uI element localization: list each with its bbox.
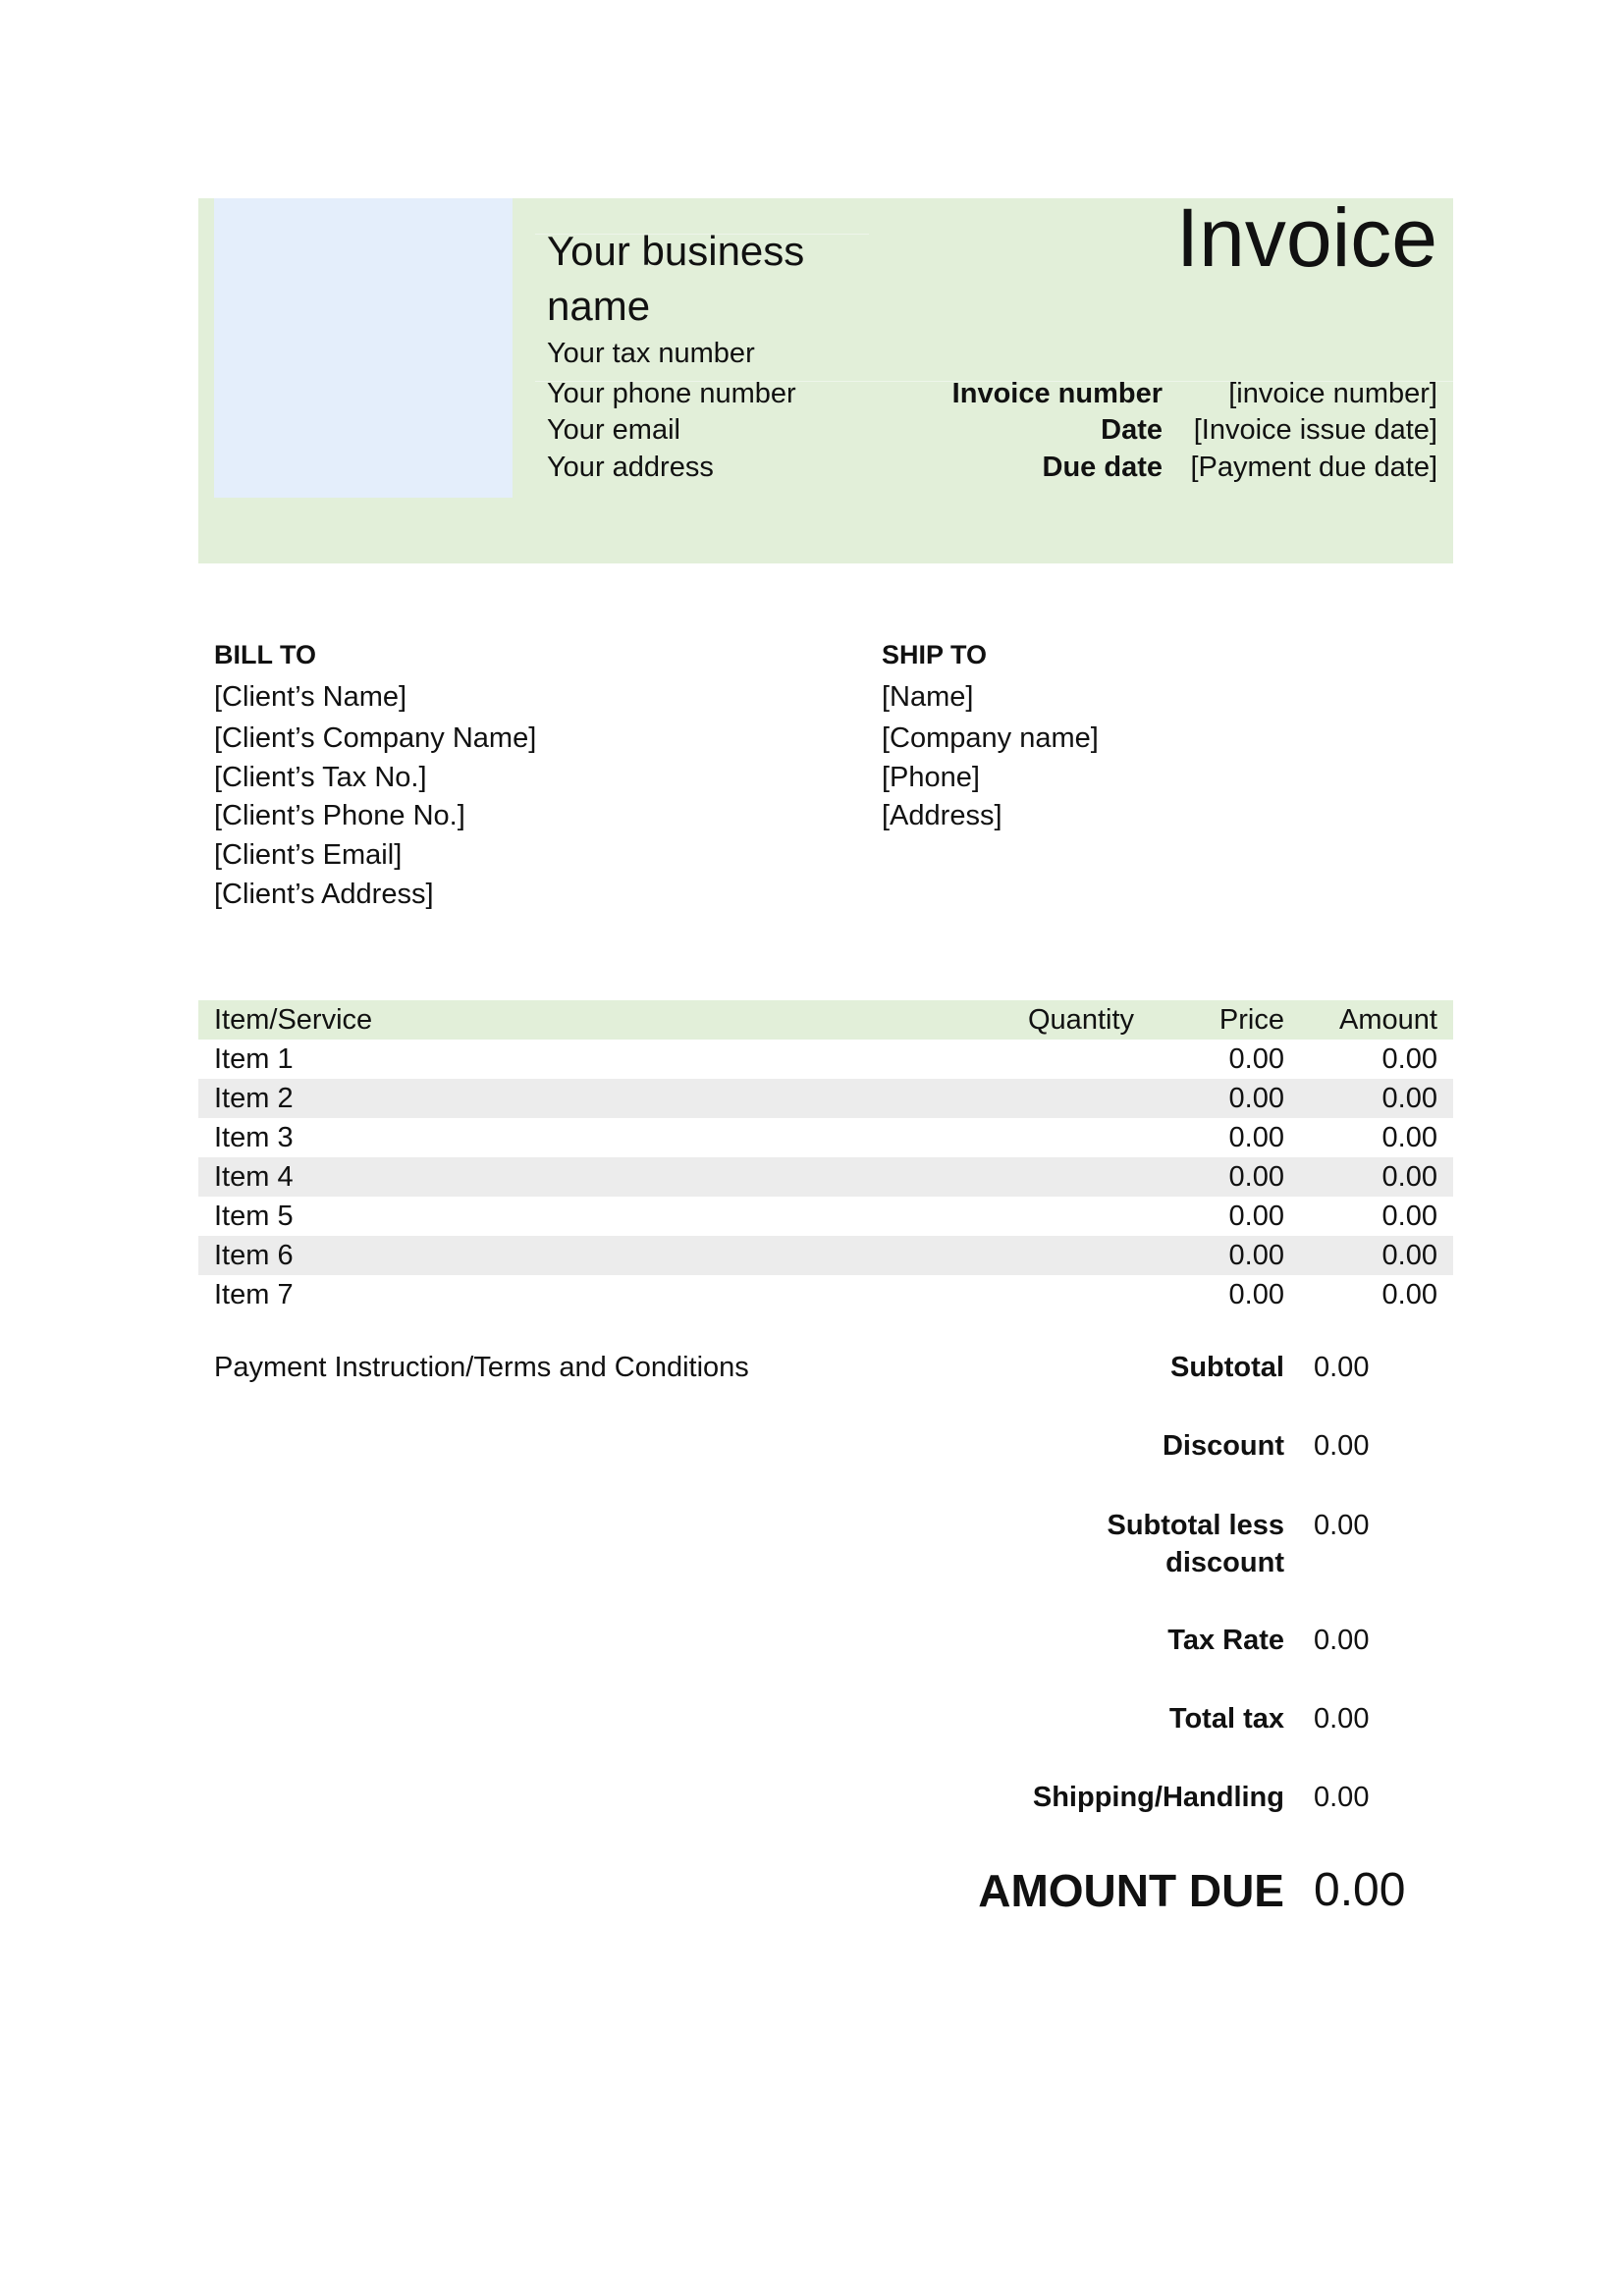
- subtotal-label: Subtotal: [1170, 1352, 1284, 1383]
- tax-rate-value: 0.00: [1314, 1625, 1370, 1656]
- ship-to-heading: SHIP TO: [882, 640, 988, 669]
- table-row: [198, 1118, 1453, 1157]
- business-name: Your business name: [547, 228, 805, 329]
- table-header-row: [198, 1000, 1453, 1040]
- table-row: [198, 1236, 1453, 1275]
- item-price: 0.00: [1228, 1122, 1284, 1153]
- subtotal-value: 0.00: [1314, 1352, 1370, 1383]
- item-price: 0.00: [1228, 1083, 1284, 1114]
- bill-to-line: [Client’s Email]: [214, 839, 403, 871]
- table-row: [198, 1040, 1453, 1079]
- shipping-value: 0.00: [1314, 1782, 1370, 1813]
- table-row: [198, 1157, 1453, 1197]
- business-tax-number: Your tax number: [547, 338, 755, 369]
- bill-to-line: [Client’s Phone No.]: [214, 800, 465, 831]
- items-table: [198, 1000, 1453, 1314]
- table-row: [198, 1275, 1453, 1314]
- bill-to-line: [Client’s Name]: [214, 681, 407, 713]
- invoice-date-value: [Invoice issue date]: [1193, 414, 1437, 446]
- business-address: Your address: [547, 452, 714, 483]
- shipping-label: Shipping/Handling: [1032, 1782, 1284, 1813]
- total-tax-value: 0.00: [1314, 1703, 1370, 1735]
- invoice-number-value: [invoice number]: [1228, 378, 1437, 409]
- item-amount: 0.00: [1381, 1279, 1437, 1310]
- table-row: [198, 1079, 1453, 1118]
- subtotal-less-discount-value: 0.00: [1314, 1510, 1370, 1541]
- bill-to-line: [Client’s Address]: [214, 879, 434, 910]
- item-price: 0.00: [1228, 1201, 1284, 1232]
- item-name: Item 5: [214, 1201, 294, 1232]
- table-row: [198, 1197, 1453, 1236]
- amount-due-label: AMOUNT DUE: [978, 1865, 1284, 1916]
- subtotal-less-discount-label-line1: Subtotal less: [1107, 1510, 1284, 1541]
- item-name: Item 2: [214, 1083, 294, 1114]
- business-phone: Your phone number: [547, 378, 796, 409]
- ship-to-line: [Phone]: [882, 762, 980, 793]
- tax-rate-label: Tax Rate: [1167, 1625, 1284, 1656]
- item-price: 0.00: [1228, 1240, 1284, 1271]
- subtotal-less-discount-label: [1108, 1507, 1285, 1581]
- subtotal-less-discount-label-line2: discount: [1165, 1547, 1284, 1578]
- item-price: 0.00: [1228, 1043, 1284, 1075]
- discount-value: 0.00: [1314, 1430, 1370, 1462]
- bill-to-line: [Client’s Tax No.]: [214, 762, 427, 793]
- item-name: Item 4: [214, 1161, 294, 1193]
- item-amount: 0.00: [1381, 1201, 1437, 1232]
- ship-to-line: [Address]: [882, 800, 1002, 831]
- total-tax-label: Total tax: [1168, 1703, 1284, 1735]
- invoice-date-label: Date: [1101, 414, 1163, 446]
- item-amount: 0.00: [1381, 1122, 1437, 1153]
- item-amount: 0.00: [1381, 1043, 1437, 1075]
- due-date-label: Due date: [1042, 452, 1163, 483]
- invoice-number-label: Invoice number: [951, 378, 1163, 409]
- invoice-title: Invoice: [1175, 191, 1437, 284]
- amount-due-value: 0.00: [1314, 1864, 1406, 1916]
- item-name: Item 7: [214, 1279, 294, 1310]
- item-name: Item 1: [214, 1043, 294, 1075]
- payment-terms: Payment Instruction/Terms and Conditions: [214, 1352, 749, 1383]
- item-price: 0.00: [1228, 1279, 1284, 1310]
- ship-to-line: [Company name]: [882, 722, 1099, 754]
- column-header-price: Price: [1218, 1004, 1284, 1036]
- discount-label: Discount: [1162, 1430, 1284, 1462]
- item-amount: 0.00: [1381, 1161, 1437, 1193]
- column-header-item: Item/Service: [214, 1004, 373, 1036]
- item-name: Item 3: [214, 1122, 294, 1153]
- due-date-value: [Payment due date]: [1190, 452, 1437, 483]
- column-header-quantity: Quantity: [1028, 1004, 1134, 1036]
- ship-to-line: [Name]: [882, 681, 974, 713]
- item-amount: 0.00: [1381, 1083, 1437, 1114]
- item-name: Item 6: [214, 1240, 294, 1271]
- item-amount: 0.00: [1381, 1240, 1437, 1271]
- bill-to-heading: BILL TO: [214, 640, 317, 669]
- business-email: Your email: [547, 414, 680, 446]
- item-price: 0.00: [1228, 1161, 1284, 1193]
- logo-placeholder[interactable]: [214, 198, 513, 498]
- column-header-amount: Amount: [1339, 1004, 1437, 1036]
- bill-to-line: [Client’s Company Name]: [214, 722, 537, 754]
